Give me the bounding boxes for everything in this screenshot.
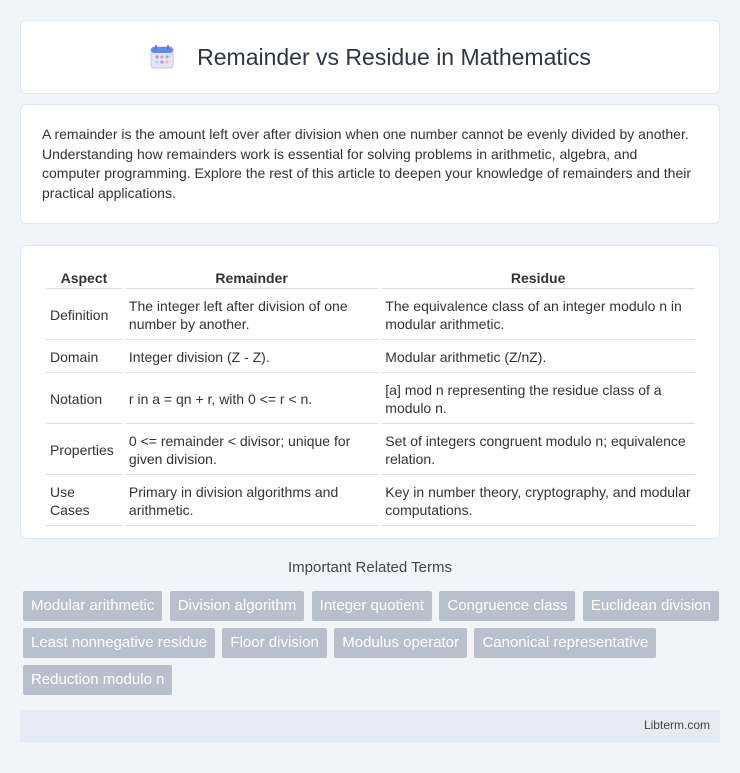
header-residue: Residue <box>381 268 695 289</box>
cell-residue: Set of integers congruent modulo n; equivalence relation. <box>381 426 695 475</box>
related-term-tag[interactable]: Canonical representative <box>474 628 656 658</box>
intro-paragraph: A remainder is the amount left over after division when one number cannot be evenly divided by another. Understanding how remainders work is essential for solving problems in arithmetic, algebra, and computer programming. Explore the rest of this article to deepen your knowledge of remainders and their practical applications. <box>42 126 692 201</box>
table-header-row <box>46 268 695 289</box>
cell-aspect: Domain <box>46 342 122 373</box>
header-aspect: Aspect <box>46 268 122 289</box>
comparison-table-card <box>20 245 720 539</box>
table-row <box>46 426 695 475</box>
related-term-tag[interactable]: Least nonnegative residue <box>23 628 215 658</box>
cell-residue: Modular arithmetic (Z/nZ). <box>381 342 695 373</box>
cell-remainder: The integer left after division of one number by another. <box>125 291 378 340</box>
table-row <box>46 477 695 526</box>
cell-aspect: Use Cases <box>46 477 122 526</box>
cell-remainder: 0 <= remainder < divisor; unique for given division. <box>125 426 378 475</box>
cell-residue: The equivalence class of an integer modulo n in modular arithmetic. <box>381 291 695 340</box>
related-term-tag[interactable]: Modulus operator <box>334 628 467 658</box>
cell-remainder: Integer division (Z - Z). <box>125 342 378 373</box>
comparison-table <box>43 266 698 528</box>
title-card <box>20 20 720 94</box>
related-term-tag[interactable]: Euclidean division <box>583 591 719 621</box>
related-term-tag[interactable]: Modular arithmetic <box>23 591 162 621</box>
cell-residue: Key in number theory, cryptography, and modular computations. <box>381 477 695 526</box>
footer-site-link[interactable]: Libterm.com <box>643 718 710 732</box>
table-row <box>46 342 695 373</box>
related-term-tag[interactable]: Reduction modulo n <box>23 665 172 695</box>
related-terms-list <box>23 591 723 702</box>
header-remainder: Remainder <box>125 268 378 289</box>
related-term-tag[interactable]: Integer quotient <box>312 591 432 621</box>
table-row <box>46 375 695 424</box>
cell-aspect: Notation <box>46 375 122 424</box>
cell-remainder: Primary in division algorithms and arithmetic. <box>125 477 378 526</box>
cell-remainder: r in a = qn + r, with 0 <= r < n. <box>125 375 378 424</box>
related-terms-title: Important Related Terms <box>288 559 452 576</box>
cell-aspect: Properties <box>46 426 122 475</box>
related-term-tag[interactable]: Congruence class <box>439 591 575 621</box>
calendar-grid-icon <box>149 44 175 70</box>
related-term-tag[interactable]: Division algorithm <box>170 591 304 621</box>
footer <box>20 710 720 743</box>
table-row <box>46 291 695 340</box>
intro-card <box>20 104 720 224</box>
cell-residue: [a] mod n representing the residue class of a modulo n. <box>381 375 695 424</box>
cell-aspect: Definition <box>46 291 122 340</box>
related-term-tag[interactable]: Floor division <box>222 628 326 658</box>
page-title: Remainder vs Residue in Mathematics <box>197 43 591 70</box>
